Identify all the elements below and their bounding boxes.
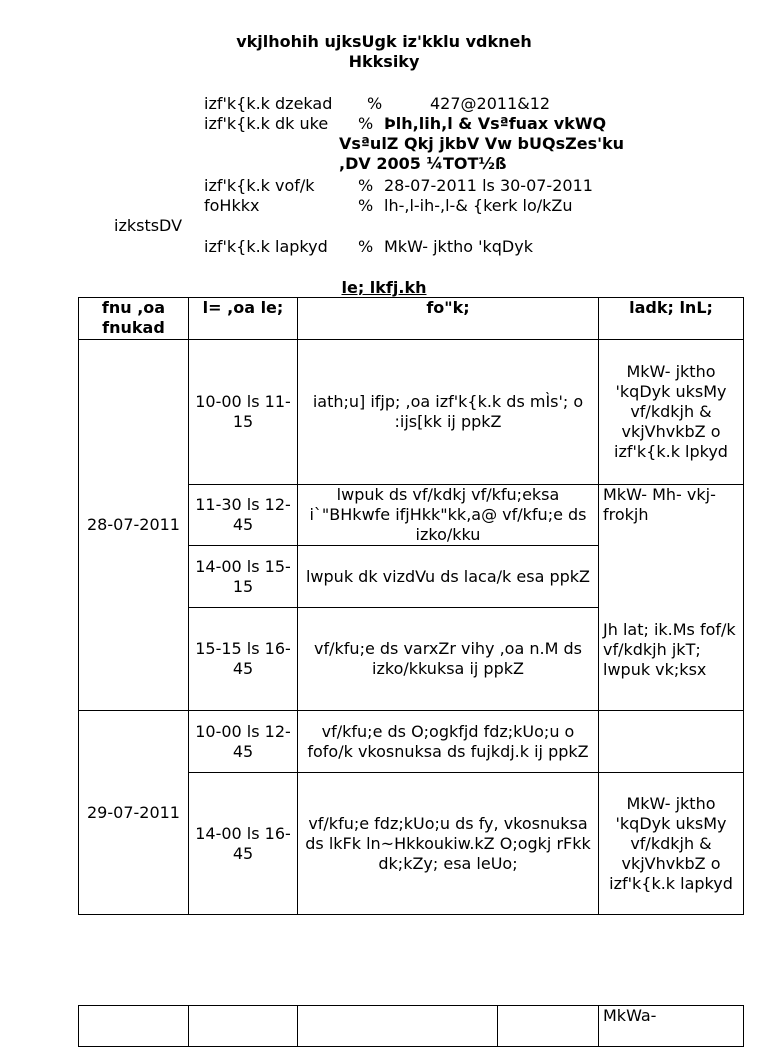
member: Jh lat; ik.Ms fof/k vf/kdkjh jkT; lwpuk vk;ksx: [603, 620, 736, 679]
session-time: 10-00 ls 11-15: [189, 340, 298, 485]
info-value-course-name-3: ,DV 2005 ¼TOT½ß: [339, 154, 507, 173]
session-topic: vf/kfu;e ds varxZr vihy ,oa n.M ds izko/kkuksa ij ppkZ: [298, 608, 599, 711]
session-topic: lwpuk dk vizdVu ds laca/k esa ppkZ: [298, 546, 599, 608]
empty-cell: [498, 1006, 599, 1047]
info-value-course-name-2: VsªulZ Qkj jkbV Vw bUQsZes'ku: [339, 134, 625, 153]
session-time: 15-15 ls 16-45: [189, 608, 298, 711]
schedule-table: [78, 297, 744, 915]
session-topic: lwpuk ds vf/kdkj vf/kfu;eksa i`"BHkwfe ifjHkk"kk,a@ vf/kfu;e ds izko/kku: [298, 485, 599, 546]
header-session: l= ,oa le;: [189, 298, 298, 340]
session-topic: iath;u] ifjp; ,oa izf'k{k.k ds mÌs'; o :ijs[kk ij ppkZ: [298, 340, 599, 485]
table-row: [79, 340, 744, 485]
header-topic: fo"k;: [298, 298, 599, 340]
header-date: fnu ,oa fnukad: [79, 298, 189, 340]
session-time: 11-30 ls 12-45: [189, 485, 298, 546]
page-title: vkjlhohih ujksUgk iz'kklu vdkneh: [236, 32, 532, 51]
next-page-table: [78, 1005, 744, 1047]
day2-date: 29-07-2011: [79, 711, 189, 915]
info-sep: %: [358, 176, 374, 195]
table-row: [79, 711, 744, 773]
info-value-course-no: 427@2011&12: [430, 94, 551, 113]
day1-date: 28-07-2011: [79, 340, 189, 711]
session-topic: vf/kfu;e ds O;ogkfjd fdz;kUo;u o fofo/k vkosnuksa ds fujkdj.k ij ppkZ: [298, 711, 599, 773]
empty-cell: [298, 1006, 498, 1047]
empty-cell: [189, 1006, 298, 1047]
info-label-duration: izf'k{k.k vof/k: [204, 176, 315, 195]
info-label-director: izf'k{k.k lapkyd: [204, 237, 328, 256]
page-subtitle: Hkksiky: [348, 52, 420, 71]
schedule-heading: le; lkfj.kh: [341, 278, 427, 297]
session-time: 14-00 ls 16-45: [189, 773, 298, 915]
info-label-course-name: izf'k{k.k dk uke: [204, 114, 329, 133]
info-value-department-overflow: izkstsDV: [114, 216, 183, 235]
info-sep: %: [358, 237, 374, 256]
info-value-department: lh-,l-ih-,l-& {kerk lo/kZu: [384, 196, 573, 215]
member-partial: MkWa-: [599, 1006, 744, 1047]
info-value-duration: 28-07-2011 ls 30-07-2011: [384, 176, 593, 195]
member-empty: [599, 711, 744, 773]
session-topic: vf/kfu;e fdz;kUo;u ds fy, vkosnuksa ds lkFk ln~Hkkoukiw.kZ O;ogkj rFkk dk;kZy; esa leUo;: [298, 773, 599, 915]
member-merged: [599, 485, 744, 711]
member: MkW- jktho 'kqDyk uksMy vf/kdkjh & vkjVhvkbZ o izf'k{k.k lapkyd: [599, 773, 744, 915]
session-time: 14-00 ls 15-15: [189, 546, 298, 608]
empty-cell: [79, 1006, 189, 1047]
info-label-department: foHkkx: [204, 196, 260, 215]
info-sep: %: [367, 94, 383, 113]
info-value-course-name-1: Þlh,lih,l & Vsªfuax vkWQ: [384, 114, 607, 133]
session-time: 10-00 ls 12-45: [189, 711, 298, 773]
table-header-row: [79, 298, 744, 340]
member: MkW- jktho 'kqDyk uksMy vf/kdkjh & vkjVhvkbZ o izf'k{k.k lpkyd: [599, 340, 744, 485]
header-member: ladk; lnL;: [599, 298, 744, 340]
info-sep: %: [358, 114, 374, 133]
info-value-director: MkW- jktho 'kqDyk: [384, 237, 533, 256]
info-label-course-no: izf'k{k.k dzekad: [204, 94, 333, 113]
member: MkW- Mh- vkj- frokjh: [603, 485, 716, 524]
info-sep: %: [358, 196, 374, 215]
